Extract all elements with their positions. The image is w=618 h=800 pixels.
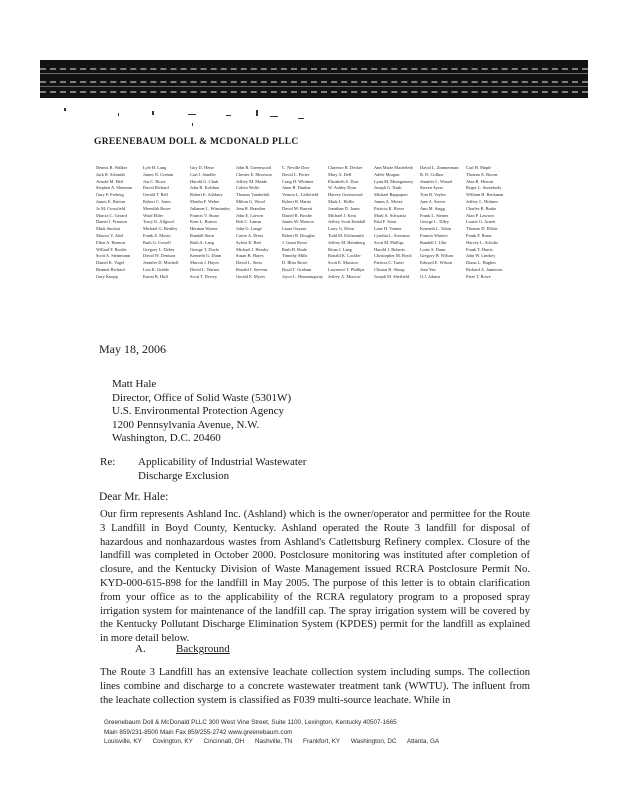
attorney-name: Michael G. Bentley [143, 226, 178, 232]
attorney-name: David L. Zimmerman [420, 165, 459, 170]
attorney-name: Thomas E. Boone [466, 171, 498, 177]
office-location: Louisville, KY [104, 738, 142, 745]
attorney-name: Meredith Rowe [143, 205, 171, 211]
recipient-street: 1200 Pennsylvania Avenue, N.W. [112, 418, 260, 431]
attorney-name: Anne R. Dunbar [282, 185, 311, 191]
office-location: Frankfort, KY [303, 738, 341, 745]
attorney-name: Ann M. Stagg [420, 205, 445, 211]
attorney-name: Jane A. Stover [420, 198, 446, 204]
attorney-name: William H. Beckman [466, 192, 504, 198]
attorney-column [236, 165, 278, 281]
attorney-name: Jonathan D. Jones [328, 205, 360, 211]
attorney-name: Brian J. Lang [328, 246, 352, 252]
attorney-name: Marcus V. Abel [96, 232, 124, 238]
attorney-name: Michael J. Hendry [236, 246, 269, 252]
attorney-name: Harold G. Clark [190, 178, 219, 184]
attorney-name: Timothy Mills [282, 253, 308, 259]
firm-name: GREENEBAUM DOLL & MCDONALD PLLC [94, 137, 299, 147]
attorney-name: Guy D. Heise [190, 165, 215, 170]
attorney-name: Gerald T. Bell [143, 192, 168, 198]
attorney-name: Sylvia K. Bett [236, 239, 262, 245]
body-paragraph-2: The Route 3 Landfill has an extensive leachate collection system including sumps. The collection lines combine and discharge to a concrete wastewater treatment tank (WWTU). The influent from the leachate collection system is classified as F039 multi-source leachate. While in [100, 667, 530, 706]
section-number: A. [135, 643, 146, 655]
attorney-name: John W. Lindsey [466, 253, 496, 259]
attorney-name: Clarence R. Decker [328, 165, 363, 170]
attorney-name: Robert C. Jones [143, 198, 171, 204]
attorney-name: Gary Knopp [96, 273, 118, 279]
attorney-column [282, 165, 324, 281]
attorney-name: Frank T. Harris [466, 246, 493, 252]
attorney-name: Paul F. Stout [374, 219, 397, 225]
attorney-column [466, 165, 508, 281]
attorney-name: R. D. Collins [420, 171, 444, 177]
letterhead-band [40, 60, 588, 98]
attorney-name: Jeffrey M. Heimberg [328, 239, 365, 245]
recipient-city: Washington, D.C. 20460 [112, 432, 221, 444]
attorney-name: Ellen A. Hanson [96, 239, 125, 245]
attorney-name: Jean R. Brandon [236, 205, 266, 211]
attorney-name: Harvey Greenwood [328, 192, 363, 198]
attorney-name: Charles B. Burke [466, 205, 497, 211]
attorney-name: Harold J. Roberts [374, 246, 405, 252]
subject-line [138, 456, 306, 483]
attorney-name: Lisa K. Grable [143, 266, 169, 272]
attorney-roster [96, 165, 526, 290]
office-location: Cincinnati, OH [203, 738, 245, 745]
attorney-name: Bennett Richard [96, 266, 125, 272]
attorney-name: David L. Porter [282, 171, 310, 177]
attorney-name: Todd M. Kleinsmith [328, 232, 364, 238]
attorney-name: David M. Barrett [282, 205, 313, 211]
attorney-name: Karen R. Huff [143, 273, 169, 279]
attorney-name: Marvin J. Hayes [190, 260, 219, 266]
attorney-name: Frank L. Steiner [420, 212, 449, 218]
attorney-name: O.J. Adams [420, 273, 441, 279]
attorney-name: Jo M. Crossfield [96, 205, 126, 211]
attorney-name: Daniel K. Vogel [96, 260, 125, 266]
attorney-column [328, 165, 370, 281]
attorney-name: Cynthia L. Swenson [374, 232, 410, 238]
attorney-name: Ward Elder [143, 212, 164, 218]
attorney-name: Arnold M. Heil [96, 178, 124, 184]
attorney-name: Julianne L. Winstanley [190, 205, 231, 211]
letter-date: May 18, 2006 [99, 342, 166, 356]
attorney-name: Ronald K. Lockler [328, 253, 361, 259]
attorney-name: D. Bliss Rowe [282, 260, 308, 266]
attorney-name: Scott T. Dewey [190, 273, 218, 279]
attorney-name: Boyd T. Graham [282, 266, 312, 272]
office-location: Covington, KY [152, 738, 193, 745]
attorney-name: Larry G. Klein [328, 226, 354, 232]
attorney-name: John B. Greenwood [236, 165, 271, 170]
attorney-name: Carl J. Sandler [190, 171, 216, 177]
attorney-name: Mark L. Hollis [328, 198, 355, 204]
attorney-name: Harvey L. Schultz [466, 239, 499, 245]
section-heading: Background [176, 643, 230, 655]
recipient-address [112, 378, 291, 446]
attorney-name: Alan P. Lawson [466, 212, 494, 218]
attorney-name: Ronald J. Stevens [236, 266, 268, 272]
footer-contact: Main 859/231-8500 Main Fax 859/255-2742 www.greenebaum.com [104, 728, 293, 736]
attorney-name: Jeffrey M. Meade [236, 178, 268, 184]
attorney-column [96, 165, 138, 281]
attorney-column [143, 165, 185, 281]
attorney-name: Jean Yen [420, 266, 436, 272]
attorney-name: Louis S. Dunn [420, 246, 446, 252]
re-label: Re: [100, 456, 116, 468]
body-paragraph-1: Our firm represents Ashland Inc. (Ashland) which is the owner/operator and permittee for the Route 3 Landfill in Boyd County, Kentucky. Ashland operated the Route 3 landfill for disposal of hazardous and nonhazardous wastes from Ashland's Catlettsburg Refinery complex. Closure of the landfill was completed in October 2000. Postclosure monitoring was instituted after completion of closure, and the Kentucky Division of Waste Management issued RCRA Postclosure Permit No. KYD-000-615-898 for the landfill in May 2005. The purpose of this letter is to obtain clarification from your office as to the applicability of the RCRA regulatory program to a proposed spray irrigation system for maintenance of the landfill cap. The spray irrigation system will be covered by the Kentucky Pollutant Discharge Elimination System (KPDES) permit for the landfill as explained in more detail below. [100, 509, 530, 645]
attorney-name: George L. Tilley [420, 219, 450, 225]
attorney-name: Thomas Vanderbilt [236, 192, 270, 198]
attorney-name: Michael Rappaport [374, 192, 408, 198]
attorney-name: Carrie A. Dress [236, 232, 264, 238]
subject-line-1: Applicability of Industrial Wastewater [138, 456, 307, 468]
recipient-agency: U.S. Environmental Protection Agency [112, 405, 284, 417]
attorney-name: Craig H. Whitmer [282, 178, 314, 184]
attorney-name: Stephen A. Sherman [96, 185, 132, 191]
attorney-name: John G. Lange [236, 226, 262, 232]
attorney-name: Willard F. Brodie [96, 246, 127, 252]
attorney-name: Jeffrey A. Morrow [328, 273, 361, 279]
attorney-name: James A. Mosey [374, 198, 403, 204]
attorney-name: Ruth A. Lang [190, 239, 214, 245]
attorney-name: Thomas D. Elliott [466, 226, 498, 232]
attorney-name: Alan R. Herron [466, 178, 494, 184]
salutation: Dear Mr. Hale: [99, 491, 169, 503]
attorney-name: Martha F. Weber [190, 198, 220, 204]
attorney-name: James E. Britton [96, 198, 126, 204]
attorney-name: Jack R. Schmidt [96, 171, 125, 177]
attorney-name: Calvin Wolfe [236, 185, 260, 191]
attorney-column [420, 165, 462, 281]
attorney-name: Jeffrey Scott Kendall [328, 219, 366, 225]
attorney-name: Mary A. Dell [328, 171, 352, 177]
attorney-name: Robert E. Ashbury [190, 192, 223, 198]
attorney-name: Randall J. Ulm [420, 239, 447, 245]
attorney-name: Dennis B. Walker [96, 165, 128, 170]
attorney-name: Francis Winters [420, 232, 448, 238]
attorney-name: John E. Larvon [236, 212, 263, 218]
fax-noise [60, 104, 310, 128]
attorney-name: Lawrence T. Phillips [328, 266, 365, 272]
attorney-name: Mark Sinclair [96, 226, 121, 232]
attorney-column [374, 165, 416, 281]
attorney-name: Christopher M. Boyd [374, 253, 412, 259]
attorney-name: Ruth H. Beale [282, 246, 307, 252]
attorney-name: Joyce L. Hemmingway [282, 273, 323, 279]
attorney-name: David W. Denison [143, 253, 176, 259]
attorney-name: Jeffrey L. Holmes [466, 198, 498, 204]
attorney-name: David L. Warner [190, 266, 220, 272]
attorney-name: Jennifer L. Wessel [420, 178, 453, 184]
attorney-name: Francis V. Stuart [190, 212, 220, 218]
attorney-name: Scott E. Marston [328, 260, 358, 266]
attorney-name: Herman Wynne [190, 226, 218, 232]
subject-line-2: Discharge Exclusion [138, 469, 230, 482]
attorney-name: Tracy K. Allgood [143, 219, 174, 225]
attorney-name: Lane H. Vonner [374, 226, 402, 232]
attorney-name: Joseph M. Sheffield [374, 273, 410, 279]
attorney-name: Joseph G. Nash [374, 185, 402, 191]
attorney-name: John B. Kolshen [190, 185, 220, 191]
attorney-name: Vernon L. Littlefield [282, 192, 319, 198]
attorney-name: Michael J. Kent [328, 212, 356, 218]
attorney-name: Scott M. Phillips [374, 239, 404, 245]
attorney-name: Frank F. Buser [466, 232, 492, 238]
attorney-name: Bob C. Lamm [236, 219, 262, 225]
attorney-name: Robert R. Douglas [282, 232, 315, 238]
attorney-name: Ruth G. Cowell [143, 239, 171, 245]
attorney-name: Elizabeth S. Dorr [328, 178, 359, 184]
attorney-name: Lynn M. Montgomery [374, 178, 414, 184]
attorney-name: Susan B. Hayes [236, 253, 264, 259]
attorney-name: J. Grant Rowe [282, 239, 308, 245]
attorney-name: Gregory L. Deker [143, 246, 175, 252]
attorney-name: Adele Morgan [374, 171, 400, 177]
attorney-name: Jon C. Rowe [143, 178, 166, 184]
attorney-name: Edward E. Wilson [420, 260, 453, 266]
attorney-name: James N. Cremin [143, 171, 174, 177]
recipient-name: Matt Hale [112, 378, 157, 390]
footer-address: Greenebaum Doll & McDonald PLLC 300 West Vine Street, Suite 1100, Lexington, Kentucky 40507-1665 [104, 719, 397, 726]
attorney-name: Marcia C. Gerard [96, 212, 127, 218]
attorney-name: Mark A. Schwartz [374, 212, 407, 218]
office-location: Washington, DC [350, 738, 397, 745]
attorney-name: Steven Ayers [420, 185, 443, 191]
attorney-name: Gary F. Freberg [96, 192, 124, 198]
attorney-name: Scott A. Steinmann [96, 253, 131, 259]
office-location: Atlanta, GA [406, 738, 440, 745]
attorney-name: Daniel R. Brodie [282, 212, 312, 218]
attorney-name: Milton G. Wood [236, 198, 265, 204]
attorney-name: Carl H. Maple [466, 165, 492, 170]
attorney-name: Kenneth L. Tobin [420, 226, 451, 232]
attorney-name: Chester E. Morrison [236, 171, 272, 177]
attorney-name: Robert R. Harris [282, 198, 312, 204]
attorney-name: Lyle H. Lang [143, 165, 167, 170]
attorney-name: W. Ashley Dorn [328, 185, 357, 191]
attorney-name: Ann Marie Macheledt [374, 165, 413, 170]
attorney-name: Laura Gaynor [282, 226, 307, 232]
attorney-name: Gerald E. Myers [236, 273, 266, 279]
attorney-name: Clinton B. Shoup [374, 266, 405, 272]
attorney-name: Gregory B. Wilson [420, 253, 454, 259]
attorney-name: James M. Monroe [282, 219, 314, 225]
attorney-name: Patricia K. Rowe [374, 205, 405, 211]
attorney-name: David Richard [143, 185, 169, 191]
attorney-name: Richard A. Jamieson [466, 266, 503, 272]
attorney-name: David L. Stein [236, 260, 262, 266]
attorney-name: Kenneth G. Dunn [190, 253, 222, 259]
attorney-column [190, 165, 232, 281]
attorney-name: Patricia C. Tarter [374, 260, 404, 266]
attorney-name: Randall Stein [190, 232, 214, 238]
footer-offices [104, 737, 544, 747]
attorney-name: Kent L. Burton [190, 219, 217, 225]
attorney-name: Diana L. Hughes [466, 260, 496, 266]
attorney-name: Frank Z. Moser [143, 232, 171, 238]
attorney-name: Peter T. Rowe [466, 273, 491, 279]
attorney-name: C. Neville Dorr [282, 165, 310, 170]
attorney-name: Daniel J. Franson [96, 219, 127, 225]
attorney-name: Tom B. Voyles [420, 192, 446, 198]
letter-footer [104, 718, 544, 747]
attorney-name: Roger L. Somebody [466, 185, 502, 191]
recipient-title: Director, Office of Solid Waste (5301W) [112, 391, 292, 404]
attorney-name: Jennifer D. Mitchell [143, 260, 179, 266]
attorney-name: Louise G. Arnett [466, 219, 496, 225]
office-location: Nashville, TN [254, 738, 293, 745]
attorney-name: George T. Doyle [190, 246, 220, 252]
